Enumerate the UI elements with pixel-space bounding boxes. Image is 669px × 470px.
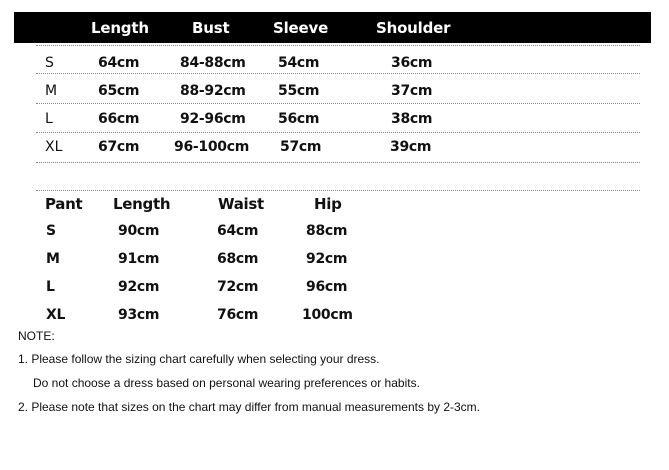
length-value: 91cm <box>118 251 160 267</box>
size-label: L <box>45 111 53 127</box>
divider <box>36 190 640 191</box>
waist-value: 64cm <box>217 223 259 239</box>
header-pant: Pant <box>45 195 83 213</box>
header-sleeve: Sleeve <box>273 19 329 37</box>
size-label: L <box>46 279 55 295</box>
hip-value: 96cm <box>306 279 348 295</box>
header-waist: Waist <box>218 195 264 213</box>
shoulder-value: 37cm <box>391 83 433 99</box>
header-length: Length <box>113 195 171 213</box>
hip-value: 88cm <box>306 223 348 239</box>
size-label: XL <box>46 307 66 323</box>
shoulder-value: 38cm <box>391 111 433 127</box>
length-value: 90cm <box>118 223 160 239</box>
header-bust: Bust <box>192 19 230 37</box>
header-length: Length <box>91 19 149 37</box>
divider <box>36 162 640 163</box>
divider <box>36 103 640 104</box>
sleeve-value: 57cm <box>280 139 322 155</box>
hip-value: 100cm <box>302 307 353 323</box>
waist-value: 72cm <box>217 279 259 295</box>
size-label: M <box>45 83 58 99</box>
length-value: 67cm <box>98 139 140 155</box>
hip-value: 92cm <box>306 251 348 267</box>
notes-title: NOTE: <box>18 329 55 343</box>
divider <box>36 73 640 74</box>
bust-value: 88-92cm <box>180 83 246 99</box>
length-value: 92cm <box>118 279 160 295</box>
note-line-1: 1. Please follow the sizing chart carefully when selecting your dress. <box>18 352 380 366</box>
size-label: S <box>45 55 54 71</box>
bust-value: 92-96cm <box>180 111 246 127</box>
length-value: 93cm <box>118 307 160 323</box>
bust-value: 96-100cm <box>174 139 250 155</box>
length-value: 64cm <box>98 55 140 71</box>
waist-value: 76cm <box>217 307 259 323</box>
shoulder-value: 36cm <box>391 55 433 71</box>
sleeve-value: 56cm <box>278 111 320 127</box>
sleeve-value: 54cm <box>278 55 320 71</box>
header-shoulder: Shoulder <box>376 19 451 37</box>
length-value: 65cm <box>98 83 140 99</box>
bust-value: 84-88cm <box>180 55 246 71</box>
divider <box>36 45 640 46</box>
waist-value: 68cm <box>217 251 259 267</box>
size-label: S <box>46 223 56 239</box>
note-line-2: Do not choose a dress based on personal wearing preferences or habits. <box>33 376 420 390</box>
sleeve-value: 55cm <box>278 83 320 99</box>
header-hip: Hip <box>314 195 342 213</box>
shoulder-value: 39cm <box>390 139 432 155</box>
note-line-3: 2. Please note that sizes on the chart may differ from manual measurements by 2-3cm. <box>18 400 480 414</box>
divider <box>36 132 640 133</box>
top-table-header <box>14 12 651 43</box>
size-label: M <box>46 251 60 267</box>
length-value: 66cm <box>98 111 140 127</box>
size-label: XL <box>45 139 63 155</box>
